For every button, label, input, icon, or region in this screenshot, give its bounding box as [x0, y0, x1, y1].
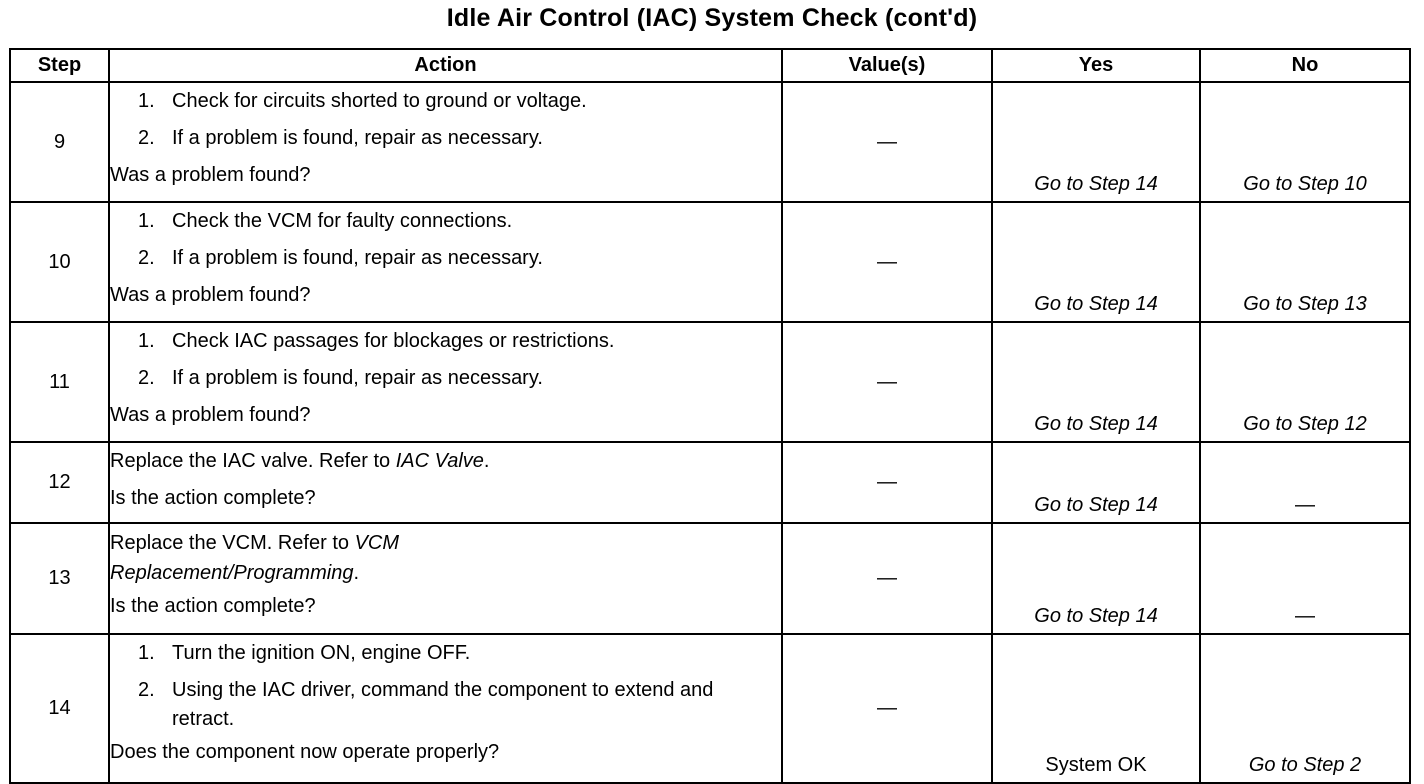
item-number: 1.: [138, 210, 155, 232]
value-cell: —: [782, 442, 992, 523]
action-cell: [109, 202, 782, 322]
instruction-reference: IAC Valve: [395, 450, 484, 472]
table-row: [10, 202, 1410, 322]
action-cell: [109, 442, 782, 523]
action-item: [110, 360, 781, 397]
action-item: [110, 120, 781, 157]
header-yes: Yes: [992, 49, 1200, 82]
no-cell: Go to Step 10: [1200, 82, 1410, 202]
action-item: [110, 635, 781, 672]
header-no: No: [1200, 49, 1410, 82]
step-number: 11: [10, 322, 109, 442]
header-values: Value(s): [782, 49, 992, 82]
action-item: [110, 672, 781, 734]
instruction-end: .: [353, 562, 359, 584]
step-number: 14: [10, 634, 109, 783]
table-header-row: [10, 49, 1410, 82]
no-cell: —: [1200, 442, 1410, 523]
item-text: If a problem is found, repair as necessary.: [172, 127, 543, 149]
value-cell: —: [782, 523, 992, 634]
step-number: 12: [10, 442, 109, 523]
no-cell: Go to Step 13: [1200, 202, 1410, 322]
action-cell: [109, 634, 782, 783]
instruction-end: .: [483, 450, 490, 472]
yes-cell: Go to Step 14: [992, 442, 1200, 523]
action-cell: [109, 82, 782, 202]
page-title: Idle Air Control (IAC) System Check (cont'd): [446, 4, 978, 32]
action-cell: [109, 523, 782, 634]
no-cell: Go to Step 2: [1200, 634, 1410, 783]
action-cell: [109, 322, 782, 442]
value-cell: —: [782, 82, 992, 202]
yes-cell: System OK: [992, 634, 1200, 783]
item-text: If a problem is found, repair as necessary.: [172, 367, 543, 389]
instruction-reference-cont: Replacement/Programming: [110, 562, 354, 584]
table-row: [10, 82, 1410, 202]
item-number: 2.: [138, 247, 155, 269]
item-text: Turn the ignition ON, engine OFF.: [172, 642, 471, 664]
table-row: [10, 442, 1410, 523]
table-row: [10, 322, 1410, 442]
item-number: 2.: [138, 679, 155, 701]
action-item: [110, 83, 781, 120]
item-number: 2.: [138, 367, 155, 389]
table-row: [10, 634, 1410, 783]
item-number: 1.: [138, 330, 155, 352]
item-text: If a problem is found, repair as necessary.: [172, 247, 543, 269]
header-action: Action: [109, 49, 782, 82]
action-question: Was a problem found?: [110, 404, 311, 426]
item-text: Using the IAC driver, command the component to extend and retract.: [172, 679, 714, 730]
yes-cell: Go to Step 14: [992, 202, 1200, 322]
no-cell: —: [1200, 523, 1410, 634]
item-text: Check for circuits shorted to ground or voltage.: [172, 90, 587, 112]
action-item: [110, 203, 781, 240]
action-question: Is the action complete?: [110, 595, 316, 617]
item-text: Check IAC passages for blockages or restrictions.: [172, 330, 615, 352]
action-question: Was a problem found?: [110, 284, 311, 306]
action-question: Was a problem found?: [110, 164, 311, 186]
step-number: 13: [10, 523, 109, 634]
value-cell: —: [782, 322, 992, 442]
instruction-reference: VCM: [354, 532, 400, 554]
action-item: [110, 323, 781, 360]
action-instruction: [110, 524, 781, 588]
instruction-text: Replace the VCM. Refer to: [110, 532, 355, 554]
action-instruction: [110, 443, 781, 480]
action-question: Is the action complete?: [110, 487, 316, 509]
yes-cell: Go to Step 14: [992, 322, 1200, 442]
value-cell: —: [782, 202, 992, 322]
step-number: 10: [10, 202, 109, 322]
instruction-text: Replace the IAC valve. Refer to: [110, 450, 396, 472]
item-number: 1.: [138, 90, 155, 112]
yes-cell: Go to Step 14: [992, 82, 1200, 202]
system-check-table: [9, 48, 1411, 784]
action-item: [110, 240, 781, 277]
action-question: Does the component now operate properly?: [110, 741, 500, 763]
header-step: Step: [10, 49, 109, 82]
item-text: Check the VCM for faulty connections.: [172, 210, 513, 232]
step-number: 9: [10, 82, 109, 202]
no-cell: Go to Step 12: [1200, 322, 1410, 442]
value-cell: —: [782, 634, 992, 783]
item-number: 1.: [138, 642, 155, 664]
yes-cell: Go to Step 14: [992, 523, 1200, 634]
table-row: [10, 523, 1410, 634]
item-number: 2.: [138, 127, 155, 149]
